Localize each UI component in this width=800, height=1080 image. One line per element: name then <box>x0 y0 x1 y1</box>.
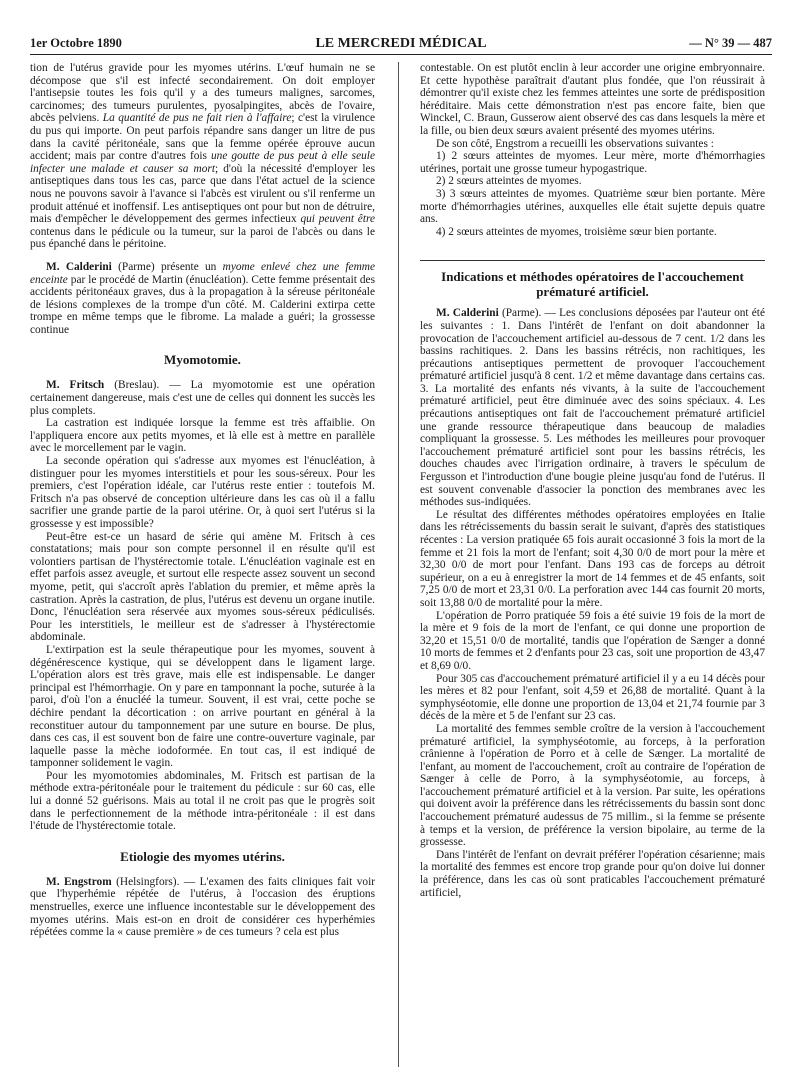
page-number: — N° 39 — 487 <box>689 36 772 50</box>
paragraph: M. Calderini (Parme) présente un myome enlevé chez une femme enceinte par le procédé de Martin (énucléation). Cette femme présentait des accidents péritonéaux graves, dus à la propagation à la séreuse péritonéale de lésions complexes de la trompe d'un côté. M. Calderini extirpa cette trompe en même temps que le fibrome. La malade a guéri; la grossesse continue <box>30 260 375 336</box>
section-heading: Etiologie des myomes utérins. <box>120 848 285 864</box>
author-name: M. Engstrom <box>46 875 112 888</box>
paragraph: Pour les myomotomies abdominales, M. Fritsch est partisan de la méthode extra-péritonéale pour le traitement du pédicule : sur 60 cas, elle lui a donné 52 guérisons. Mais au total il ne croit pas que le progrès soit dans le perfectionnement de la méthode intra-péritonéale : il est dans l'étude de l'hystérectomie totale. <box>30 769 375 833</box>
left-column <box>30 62 375 1070</box>
author-name: M. Calderini <box>436 307 499 320</box>
page-header <box>30 36 772 55</box>
list-item: 4) 2 sœurs atteintes de myomes, troisième sœur bien portante. <box>436 225 717 238</box>
section-heading: Myomotomie. <box>164 352 241 368</box>
paragraph: Peut-être est-ce un hasard de série qui amène M. Fritsch à ces constatations; mais pour son compte personnel il en résulte qu'il est volontiers partisan de l'hystérectomie totale. L'énucléation vaginale est en effet parfois assez aveugle, et surtout elle respecte assez souvent un second myome, petit, qui s'accroît après l'ablation du premier, et même après la castration. Après la castration, de plus, l'utérus est devenu un organe inutile. Donc, l'énucléation sera réservée aux myomes sous-séreux pédiculisés. Pour les interstitiels, le meilleur est de s'adresser à l'hystérectomie abdominale. <box>30 530 375 644</box>
list-item: 1) 2 sœurs atteintes de myomes. Leur mère, morte d'hémorrhagies utérines, portait une grosse tumeur hypogastrique. <box>420 150 765 175</box>
paragraph: La seconde opération qui s'adresse aux myomes est l'énucléation, à distinguer pour les myomes interstitiels et pour les sous-séreux. Pour les premiers, c'est l'opération idéale, car l'utérus reste entier : toutefois M. Fritsch n'a pas observé de conception ultérieure dans les cas où il a fallu sacrifier une grande partie de la paroi utérine. Or, à quoi sert l'utérus si la grossesse y est impossible? <box>30 455 375 530</box>
paragraph: L'extirpation est la seule thérapeutique pour les myomes, souvent à dégénérescence kystique, qui se développent dans le ligament large. L'opération alors est très grave, mais elle est indispensable. Le danger principal est l'hémorrhagie. On y pare en tamponnant la poche, suturée à la paroi, d'où l'on a énucléé la tumeur. Souvent, il est vrai, cette poche se déchire pendant la décortication : on arrive pourtant en général à la reconstituer autour du tamponnement par une suture en bourse. De plus, dans ces cas, il est souvent bon de faire une contre-ouverture vaginale, par laquelle passe la mèche iodoformée. En tout cas, il est indiqué de tamponner solidement le vagin. <box>30 643 375 770</box>
list-item: 2) 2 sœurs atteintes de myomes. <box>436 175 582 188</box>
paragraph: tion de l'utérus gravide pour les myomes utérins. L'œuf humain ne se décompose que s'il est infecté secondairement. On doit employer l'antisepsie toutes les fois qu'il y a des tumeurs malignes, sarcomes, carcinomes; des tumeurs purulentes, pyosalpingites, abcès de l'ovaire, abcès pelviens. La quantité de pus ne fait rien à l'affaire; c'est la virulence du pus qui importe. On peut parfois répandre sans danger un litre de pus dans la cavité péritonéale, sans que la femme opérée éprouve aucun accident; mais par contre d'autres fois une goutte de pus peut à elle seule infecter une malade et causer sa mort; d'où la nécessité d'employer les antiseptiques dans tous les cas, parce que dans l'état actuel de la science nous ne pouvons savoir à l'avance si l'abcès est virulent ou s'il renferme un produit atténué et inoffensif. Les antiseptiques ont pour but non de détruire, mais d'empêcher le développement des germes infectieux qui peuvent être contenus dans le pédicule ou la tumeur, sur la paroi de l'abcès ou dans le pus épanché dans le péritoine. <box>30 62 375 251</box>
paragraph: La mortalité des femmes semble croître de la version à l'accouchement prématuré artificiel, la symphyséotomie, au forceps, à la perforation crânienne à l'opération de Porro et à celle de Sænger. La mortalité de l'enfant, au moment de l'accouchement, croît au contraire de l'opération de Sænger à celle de Porro, à la symphyséotomie, au forceps, à l'accouchement prématuré artificiel et à la version. Par suite, les opérations qui doivent avoir la préférence dans les rétrécissements du bassin sont donc l'accouchement prématuré audessus de 75 millim., si la femme se présente à temps et la version, de préférence la version bipolaire, au terme de la grossesse. <box>420 722 765 849</box>
author-name: M. Fritsch <box>46 379 105 392</box>
section-heading: Indications et méthodes opératoires de l'accouchement prématuré artificiel. <box>420 260 765 299</box>
paragraph: contestable. On est plutôt enclin à leur accorder une origine embryonnaire. Et cette hypothèse paraîtrait d'autant plus fondée, que l'on réussirait à démontrer qu'il existe chez les femmes atteintes une sorte de prédisposition héréditaire. Mais cette démonstration n'est pas encore faite, bien que Winckel, C. Braun, Gusserow aient observé des cas dans lesquels la mère et la fille, ou bien deux sœurs avaient présenté des myomes utérins. <box>420 62 765 137</box>
paragraph: Pour 305 cas d'accouchement prématuré artificiel il y a eu 14 décès pour les mères et 82 pour l'enfant, soit 4,59 et 26,88 de mortalité. Quant à la symphyséotomie, elle donne une proportion de 13,04 et 21,74 fournie par 3 décès de la mère et 5 de l'enfant sur 23 cas. <box>420 672 765 723</box>
paragraph: M. Calderini (Parme). — Les conclusions déposées par l'auteur ont été les suivantes : 1. Dans l'intérêt de l'enfant on doit abandonner la provocation de l'accouchement artificiel au-dessous de 7 cent. 1/2 dans les bassins rachitiques. 2. Dans les bassins rétrécis, non rachitiques, les précautions antiseptiques permettent de provoquer l'accouchement prématuré artificiel jusqu'à 8 cent. 1/2 et même davantage dans certains cas. 3. La mortalité des enfants nés vivants, à la suite de l'accouchement prématuré artificiel, peut être diminuée avec des soins spéciaux. 4. Les précautions antiseptiques ont fait de l'accouchement prématuré artificiel une grande ressource thérapeutique dans beaucoup de maladies compliquant la grossesse. 5. Les méthodes les meilleures pour provoquer l'accouchement prématuré artificiel sont pour les bassins rétrécis, les douches chaudes avec l'irrigation ordinaire, à travers le spéculum de Fergusson et l'introduction d'une bougie pleine jusqu'au fond de l'utérus. Il est souvent convenable d'associer la ponction des membranes avec les méthodes sus-indiquées. <box>420 307 765 509</box>
list-item: 3) 3 sœurs atteintes de myomes. Quatrième sœur bien portante. Mère morte d'hémorrhagies utérines, auxquelles elle était sujette depuis quatre ans. <box>420 187 765 226</box>
paragraph: La castration est indiquée lorsque la femme est très affaiblie. On l'appliquera encore aux petits myomes, et là elle est à mettre en parallèle avec le morcellement par le vagin. <box>30 417 375 455</box>
journal-title: LE MERCREDI MÉDICAL <box>315 36 487 51</box>
paragraph: M. Fritsch (Breslau). — La myomotomie est une opération certainement dangereuse, mais c'est une de celles qui donnent les succès les plus complets. <box>30 379 375 417</box>
paragraph: De son côté, Engstrom a recueilli les observations suivantes : <box>436 137 714 150</box>
author-name: M. Calderini <box>46 260 112 273</box>
paragraph: M. Engstrom (Helsingfors). — L'examen des faits cliniques fait voir que l'hyperhémie répétée de l'utérus, à l'occasion des éruptions menstruelles, exerce une influence incontestable sur le développement des myomes utérins. Mais est-on en droit de considérer ces hyperhémies répétées comme la « cause première » de ces tumeurs ? cela est plus <box>30 875 375 939</box>
column-divider <box>398 62 399 1067</box>
paragraph: L'opération de Porro pratiquée 59 fois a été suivie 19 fois de la mort de la mère et 9 fois de la mort de l'enfant, ce qui donne une proportion de 32,20 et 15,51 0/0 de mortalité, tandis que l'opération de Sænger a donné 10 morts de femmes et 2 d'enfants pour 23 cas, soit une proportion de 43,47 et 8,69 0/0. <box>420 609 765 672</box>
paragraph: Dans l'intérêt de l'enfant on devrait préférer l'opération césarienne; mais la mortalité des femmes est encore trop grande pour qu'on doive lui donner la préférence, dans les cas où sont praticables l'accouchement prématuré artificiel, <box>420 848 765 899</box>
paragraph: Le résultat des différentes méthodes opératoires employées en Italie dans les rétrécissements du bassin serait le suivant, d'après des statistiques récentes : La version pratiquée 65 fois aurait occasionné 3 fois la mort de la femme et 21 fois la mort de l'enfant; soit 4,30 0/0 de mort pour la mère et 32,30 0/0 de mort pour l'enfant. Dans 193 cas de forceps au détroit supérieur, on a eu à enregistrer la mort de 14 femmes et de 45 enfants, soit 7,25 0/0 de mort et 23,31 0/0. La perforation avec 144 cas fournit 20 morts, soit 13,88 0/0 de mortalité pour la mère. <box>420 508 765 609</box>
right-column <box>420 62 765 1070</box>
issue-date: 1er Octobre 1890 <box>30 36 122 50</box>
